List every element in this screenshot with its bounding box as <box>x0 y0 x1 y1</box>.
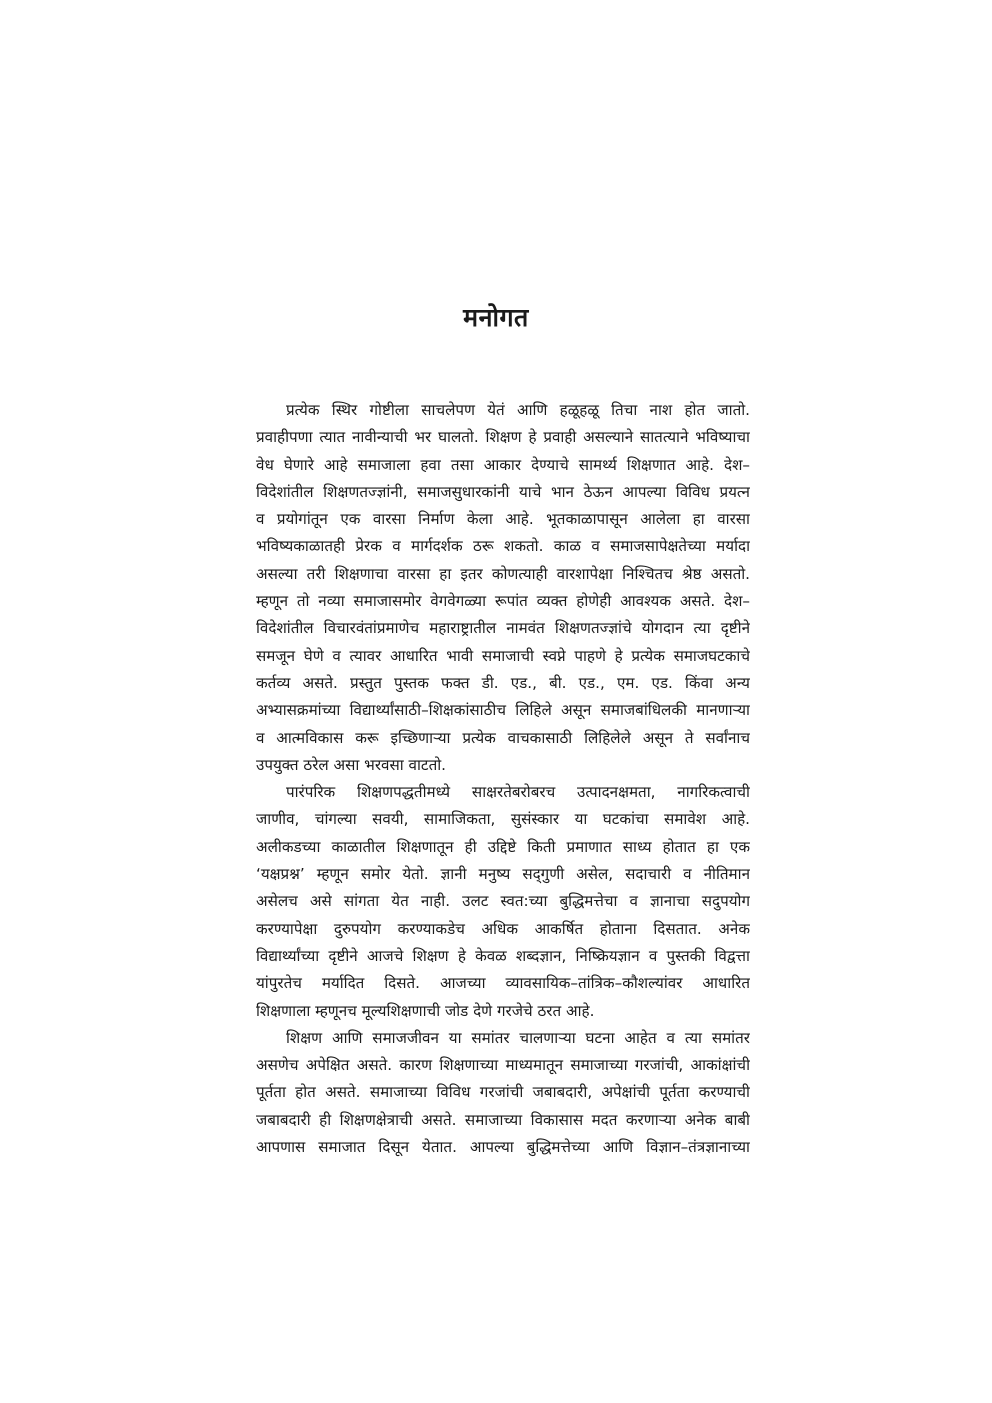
text-line: उपयुक्त ठरेल असा भरवसा वाटतो. <box>256 755 446 774</box>
text-line: अभ्यासक्रमांच्या विद्यार्थ्यांसाठी–शिक्षकांसाठीच लिहिले असून समाजबांधिलकी मानणाऱ्या <box>256 701 750 720</box>
text-line: प्रत्येक स्थिर गोष्टीला साचलेपण येतं आणि हळूहळू तिचा नाश होत जातो. <box>286 401 750 419</box>
text-line: वेध घेणारे आहे समाजाला हवा तसा आकार देण्याचे सामर्थ्य शिक्षणात आहे. देश– <box>256 455 750 474</box>
text-line: यांपुरतेच मर्यादित दिसते. आजच्या व्यावसायिक–तांत्रिक–कौशल्यांवर आधारित <box>256 974 750 993</box>
text-line: आपणास समाजात दिसून येतात. आपल्या बुद्धिमत्तेच्या आणि विज्ञान–तंत्रज्ञानाच्या <box>256 1138 750 1157</box>
text-line: व आत्मविकास करू इच्छिणाऱ्या प्रत्येक वाचकासाठी लिहिलेले असून ते सर्वांनाच <box>256 728 750 747</box>
text-line: कर्तव्य असते. प्रस्तुत पुस्तक फक्त डी. एड., बी. एड., एम. एड. किंवा अन्य <box>256 673 750 692</box>
text-line: विदेशांतील शिक्षणतज्ज्ञांनी, समाजसुधारकांनी याचे भान ठेऊन आपल्या विविध प्रयत्न <box>256 482 750 501</box>
text-line: असणेच अपेक्षित असते. कारण शिक्षणाच्या माध्यमातून समाजाच्या गरजांची, आकांक्षांची <box>256 1056 750 1075</box>
text-line: पूर्तता होत असते. समाजाच्या विविध गरजांची जबाबदारी, अपेक्षांची पूर्तता करण्याची <box>256 1083 750 1102</box>
text-line: करण्यापेक्षा दुरुपयोग करण्याकडेच अधिक आकर्षित होताना दिसतात. अनेक <box>256 919 750 938</box>
page-title: मनोगत <box>463 303 529 332</box>
text-line: जाणीव, चांगल्या सवयी, सामाजिकता, सुसंस्कार या घटकांचा समावेश आहे. <box>256 810 750 829</box>
text-line: ‘यक्षप्रश्न’ म्हणून समोर येतो. ज्ञानी मनुष्य सद्‌गुणी असेल, सदाचारी व नीतिमान <box>256 865 750 884</box>
text-line: अलीकडच्या काळातील शिक्षणातून ही उद्दिष्टे किती प्रमाणात साध्य होतात हा एक <box>256 837 750 856</box>
text-line: शिक्षण आणि समाजजीवन या समांतर चालणाऱ्या घटना आहेत व त्या समांतर <box>286 1028 750 1047</box>
text-line: असेलच असे सांगता येत नाही. उलट स्वत:च्या बुद्धिमत्तेचा व ज्ञानाचा सदुपयोग <box>256 892 750 911</box>
preface-body <box>256 397 750 1161</box>
text-line: शिक्षणाला म्हणूनच मूल्यशिक्षणाची जोड देणे गरजेचे ठरत आहे. <box>256 1001 595 1020</box>
text-line: विद्यार्थ्यांच्या दृष्टीने आजचे शिक्षण हे केवळ शब्दज्ञान, निष्क्रियज्ञान व पुस्तकी विद्वत्ता <box>256 946 750 965</box>
text-line: जबाबदारी ही शिक्षणक्षेत्राची असते. समाजाच्या विकासास मदत करणाऱ्या अनेक बाबी <box>256 1110 750 1129</box>
text-line: पारंपरिक शिक्षणपद्धतीमध्ये साक्षरतेबरोबरच उत्पादनक्षमता, नागरिकत्वाची <box>286 783 750 802</box>
text-line: समजून घेणे व त्यावर आधारित भावी समाजाची स्वप्ने पाहणे हे प्रत्येक समाजघटकाचे <box>256 646 750 665</box>
text-line: विदेशांतील विचारवंतांप्रमाणेच महाराष्ट्रातील नामवंत शिक्षणतज्ज्ञांचे योगदान त्या दृष्टीने <box>256 619 750 638</box>
text-line: म्हणून तो नव्या समाजासमोर वेगवेगळ्या रूपांत व्यक्त होणेही आवश्यक असते. देश– <box>256 592 750 611</box>
text-line: प्रवाहीपणा त्यात नावीन्याची भर घालतो. शिक्षण हे प्रवाही असल्याने सातत्याने भविष्याचा <box>256 428 750 447</box>
text-line: भविष्यकाळातही प्रेरक व मार्गदर्शक ठरू शकतो. काळ व समाजसापेक्षतेच्या मर्यादा <box>256 537 750 556</box>
text-line: व प्रयोगांतून एक वारसा निर्माण केला आहे. भूतकाळापासून आलेला हा वारसा <box>256 510 750 529</box>
text-line: असल्या तरी शिक्षणाचा वारसा हा इतर कोणत्याही वारशापेक्षा निश्चितच श्रेष्ठ असतो. <box>256 564 750 583</box>
